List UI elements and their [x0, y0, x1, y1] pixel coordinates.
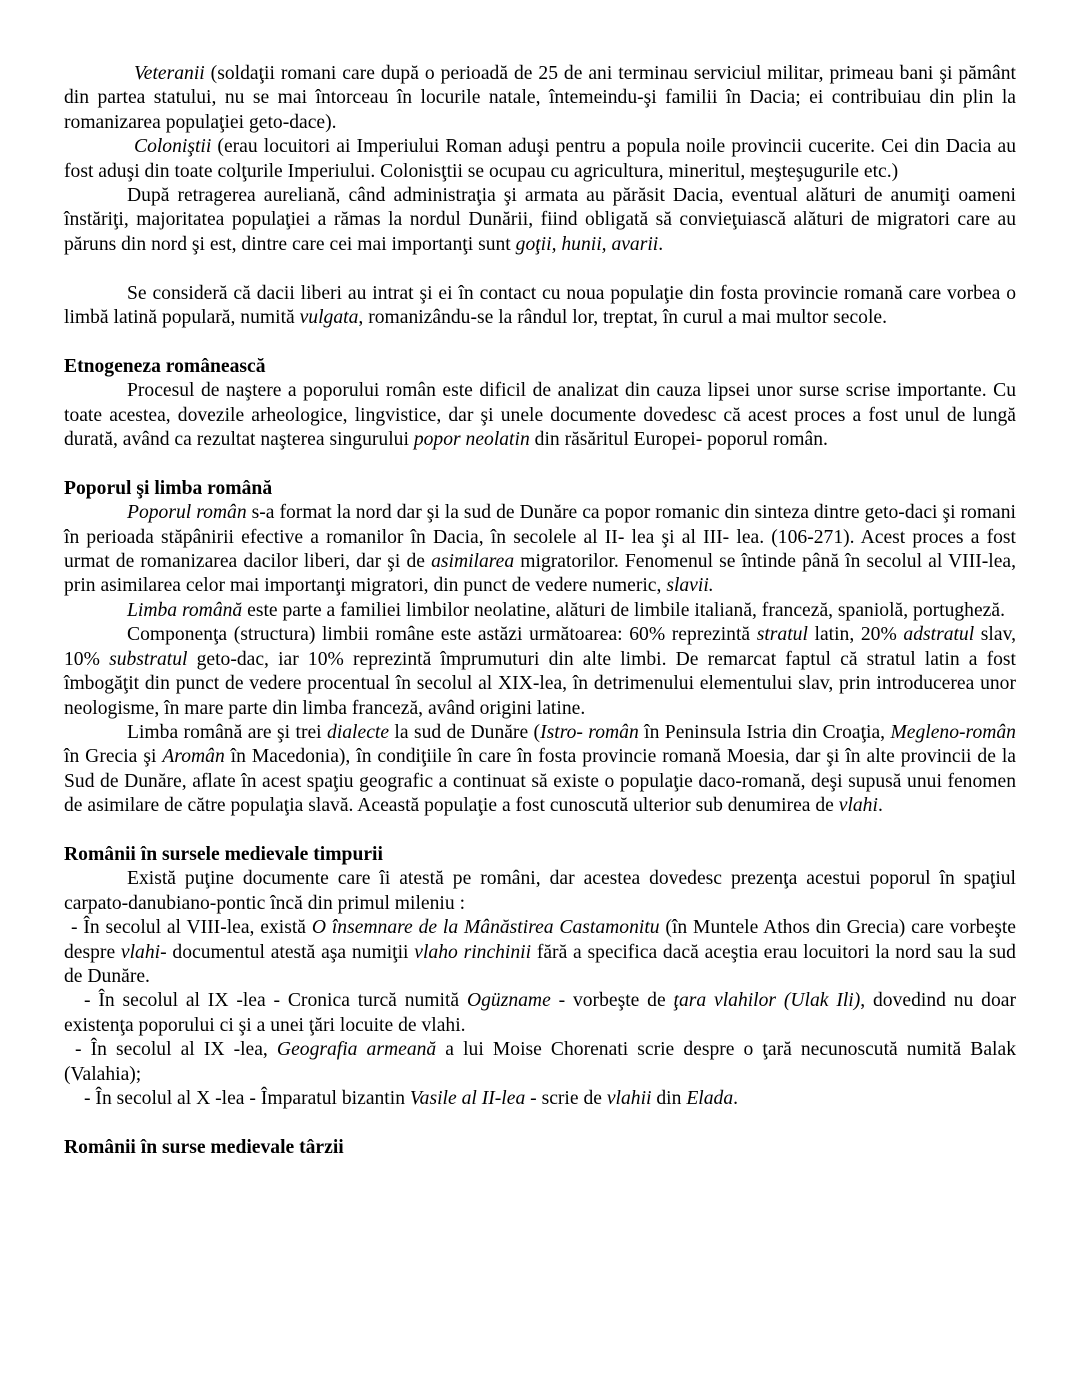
document-page — [64, 62, 1016, 1160]
paragraph-etnogeneza — [64, 379, 1016, 452]
paragraph-free-dacians — [64, 282, 1016, 331]
term-stratul: stratul — [756, 624, 808, 646]
term-vlahi: vlahi — [120, 941, 161, 963]
spacer — [64, 257, 1016, 281]
list-item-text: - În secolul al IX -lea - Cronica turcă numită — [84, 990, 467, 1012]
paragraph-veterans — [64, 62, 1016, 135]
list-item-text: (în Muntele Athos din Grecia) care vorbeşte despre — [64, 917, 1016, 963]
term-elada: Elada — [686, 1088, 734, 1109]
term-vlahi: vlahi — [838, 795, 878, 817]
punctuation: . — [733, 1088, 739, 1109]
paragraph-text: Componenţa (structura) limbii române este astăzi următoarea: 60% reprezintă — [127, 624, 757, 646]
paragraph-text: geto-dac, iar 10% reprezintă împrumuturi din alte limbi. De remarcat faptul că stratul latin a fost îmbogăţit din punct de vedere procentual în secolul al XIX-lea, în detrimenului elementului slav, prin introducerea unor neologisme, în mare parte din limba franceză, având origini latine. — [64, 648, 1016, 719]
term-veteranii: Veteranii — [134, 63, 205, 84]
paragraph-poporul-roman — [64, 501, 1016, 599]
paragraph-text: în Peninsula Istria din Croaţia, — [638, 721, 891, 743]
paragraph-text: din răsăritul Europei- poporul român. — [529, 429, 828, 451]
list-item-text: , dovedind nu doar existenţa poporului ci şi a unei ţări locuite de vlahi. — [64, 990, 1016, 1036]
list-item-text: - În secolul al IX -lea, — [75, 1039, 277, 1061]
paragraph-text: (soldaţii romani care după o perioadă de 25 de ani terminau serviciul militar, primeau bani şi pământ din partea statului, nu se mai întorceau în locurile natale, întemeindu-şi familii în Dacia; ei contribuiau din plin la romanizarea populaţiei geto-dace). — [64, 63, 1016, 133]
paragraph-text: în Macedonia), în condiţiile în care în fosta provincie romană Moesia, dar şi în alte provincii de la Sud de Dunăre, aflate în acest spaţiu geografic a continuat să existe o populaţie daco-romană, deşi supusă unui fenomen de asimilare de către populaţia slavă. Această populaţie a fost cunoscută ulterior sub denumirea de — [64, 746, 1016, 817]
term-popor-neolatin: popor neolatin — [413, 429, 530, 451]
paragraph-text: este parte a familiei limbilor neolatine, alături de limbile italiană, franceză, spaniolă, portugheză. — [242, 599, 1005, 621]
list-item-text: - În secolul al X -lea - Împaratul bizantin — [84, 1088, 410, 1109]
paragraph-componenta — [64, 623, 1016, 721]
term-dialecte: dialecte — [327, 721, 390, 743]
paragraph-text: slav, 10% — [64, 624, 1016, 670]
list-item-text: fără a specifica dacă aceştia erau locuitori la nord sau la sud de Dunăre. — [64, 941, 1016, 987]
spacer — [64, 330, 1016, 354]
list-item-text: - În secolul al VIII-lea, există — [71, 917, 312, 939]
term-tara-vlahilor: ţara vlahilor (Ulak Ili) — [673, 990, 861, 1012]
list-item-text: - vorbeşte de — [550, 990, 674, 1012]
list-item-secolul-x — [64, 1087, 1016, 1111]
paragraph-text: la sud de Dunăre ( — [389, 721, 541, 743]
list-item-text: a lui Moise Chorenati scrie despre o ţară necunoscută numită Balak (Valahia); — [64, 1039, 1016, 1085]
spacer — [64, 452, 1016, 476]
spacer — [64, 819, 1016, 843]
term-vulgata: vulgata — [299, 307, 359, 329]
term-slavii: slavii. — [666, 575, 714, 597]
term-adstratul: adstratul — [903, 624, 975, 646]
heading-surse-tarzii: Românii în surse medievale târzii — [64, 1136, 344, 1158]
term-limba-romana: Limba română — [127, 599, 243, 621]
term-poporul-roman: Poporul român — [127, 502, 247, 524]
paragraph-text: , romanizându-se la rândul lor, treptat, în curul a mai multor secole. — [358, 307, 888, 329]
list-item-text: din — [651, 1088, 687, 1109]
paragraph-text: Procesul de naştere a poporului român este dificil de analizat din cauza lipsei unor surse scrise importante. Cu toate acestea, dovezile arheologice, lingvistice, dar şi unele documente dovedesc că acest proces a fost unul de lungă durată, având ca rezultat naşterea singurului — [64, 380, 1016, 451]
punctuation: . — [658, 233, 664, 255]
paragraph-text: După retragerea aureliană, când administraţia şi armata au părăsit Dacia, eventual alături de anumiţi oameni înstăriţi, majoritatea populaţiei a rămas la nordul Dunării, fiind obligată să convieţuiască alături de migratori care au păruns din nord şi est, dintre care cei mai importanţi sunt — [64, 185, 1016, 255]
list-item-secolul-ix-geografia — [64, 1038, 1016, 1087]
spacer — [64, 1111, 1016, 1135]
heading-surse-timpurii: Românii în sursele medievale timpurii — [64, 843, 383, 865]
term-geografia-armeana: Geografia armeană — [276, 1039, 437, 1061]
term-vlaho-rinchinii: vlaho rinchinii — [414, 941, 532, 963]
paragraph-limba-romana — [64, 599, 1016, 623]
paragraph-text: în Grecia şi — [64, 746, 163, 768]
term-megleno-roman: Megleno-român — [890, 721, 1016, 743]
paragraph-text: s-a format la nord dar şi la sud de Dunăre ca popor romanic din sinteza dintre geto-daci şi romani în perioada stăpânirii efective a romanilor în Dacia, în secolele al II- lea şi al III- lea. (106-271). Acest proces a fost urmat de romanizarea dacilor liberi, dar şi de — [64, 502, 1016, 573]
paragraph-text: (erau locuitori ai Imperiului Roman aduşi pentru a popula noile provincii cucerite. Cei din Dacia au fost aduşi din toate colţurile Imperiului. Colonisţtii se ocupau cu agricultura, mineritul, meşteşugurile etc.) — [64, 136, 1016, 182]
paragraph-text: latin, 20% — [807, 624, 904, 646]
heading-etnogeneza: Etnogeneza românească — [64, 355, 266, 377]
punctuation: . — [877, 795, 883, 817]
list-item-secolul-viii — [64, 916, 1016, 989]
term-colonistii: Coloniştii — [134, 136, 212, 158]
list-item-text: - documentul atestă aşa numiţii — [160, 941, 415, 963]
term-istro-roman: Istro- român — [540, 721, 639, 743]
paragraph-text: Limba română are şi trei — [127, 721, 328, 743]
list-item-text: - scrie de — [525, 1088, 607, 1109]
term-asimilarea: asimilarea — [431, 551, 515, 573]
term-substratul: substratul — [109, 648, 188, 670]
term-oguzname: Ogüzname — [466, 990, 551, 1012]
paragraph-text: migratorilor. Fenomenul se întinde până în secolul al VIII-lea, prin asimilarea celor mai importanţi migratori, din punct de vedere numeric, — [64, 551, 1016, 597]
term-aroman: Aromân — [162, 746, 225, 768]
term-insemnare-castamonitu: O însemnare de la Mânăstirea Castamonitu — [311, 917, 660, 939]
term-vasile-ii: Vasile al II-lea — [409, 1088, 526, 1109]
term-vlahii: vlahii — [606, 1088, 652, 1109]
paragraph-aurelian-retreat — [64, 184, 1016, 257]
migrators-list: goţii, hunii, avarii — [515, 233, 659, 255]
paragraph-text: Se consideră că dacii liberi au intrat şi ei în contact cu noua populaţie din fosta provincie romană care vorbea o limbă latină populară, numită — [64, 282, 1016, 329]
list-item-secolul-ix-cronica — [64, 989, 1016, 1038]
paragraph-surse-intro: Există puţine documente care îi atestă pe români, dar acestea dovedesc prezenţa acestui poporul în spaţiul carpato-danubiano-pontic încă din primul mileniu : — [64, 868, 1016, 914]
paragraph-dialecte — [64, 721, 1016, 819]
heading-poporul-limba: Poporul şi limba română — [64, 477, 273, 499]
paragraph-colonists — [64, 135, 1016, 184]
